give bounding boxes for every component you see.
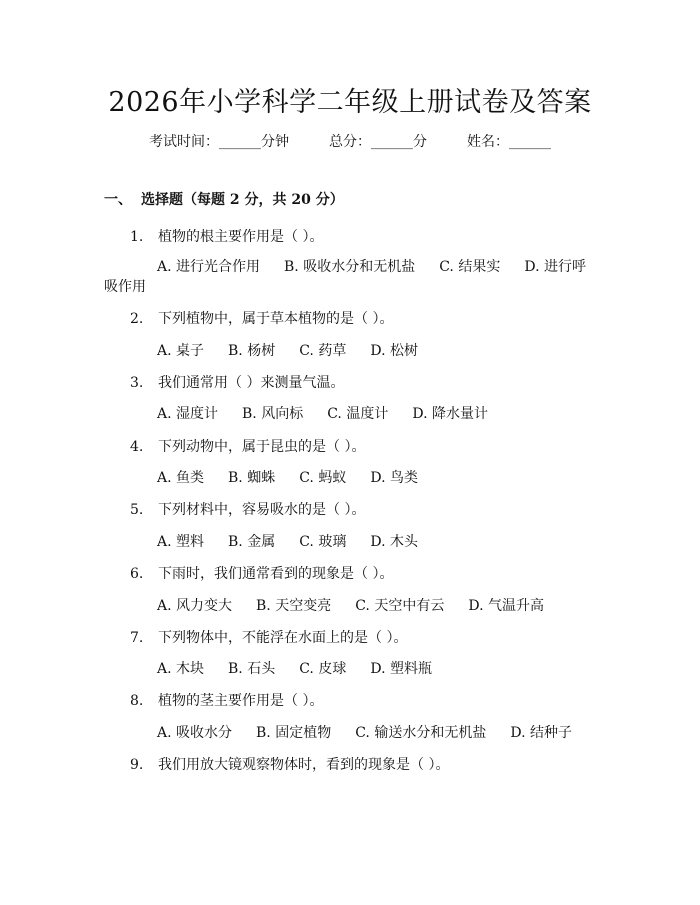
option-d: D. 鸟类 <box>370 470 418 486</box>
option-a: A. 桌子 <box>157 343 205 359</box>
question-item <box>130 690 323 710</box>
student-name-field: 姓名：______ <box>467 134 551 150</box>
question-number: 8. <box>130 693 144 709</box>
question-item <box>130 563 393 583</box>
question-options <box>157 256 586 276</box>
option-d: D. 进行呼 <box>524 259 586 275</box>
question-item <box>130 372 344 392</box>
question-number: 6. <box>130 566 144 582</box>
page-title: 2026年小学科学二年级上册试卷及答案 <box>108 87 592 118</box>
option-a: A. 木块 <box>157 661 205 677</box>
option-b: B. 金属 <box>228 534 276 550</box>
question-number: 9. <box>130 757 144 773</box>
question-number: 3. <box>130 375 144 391</box>
option-b: B. 吸收水分和无机盐 <box>284 259 416 275</box>
option-a: A. 湿度计 <box>157 406 219 422</box>
exam-info-line <box>0 131 700 151</box>
question-options <box>157 467 442 487</box>
option-d: D. 结种子 <box>510 725 572 741</box>
question-options <box>157 595 568 615</box>
question-item <box>130 499 365 519</box>
option-a: A. 吸收水分 <box>157 725 233 741</box>
question-text: 下列动物中，属于昆虫的是（ ）。 <box>158 439 366 455</box>
option-c: C. 温度计 <box>327 406 389 422</box>
option-b: B. 杨树 <box>228 343 276 359</box>
question-text: 下列物体中，不能浮在水面上的是（ ）。 <box>158 630 408 646</box>
option-c: C. 输送水分和无机盐 <box>355 725 487 741</box>
option-a: A. 进行光合作用 <box>157 259 261 275</box>
question-number: 4. <box>130 439 144 455</box>
question-options <box>157 658 456 678</box>
section-heading <box>104 189 344 209</box>
question-text: 下雨时，我们通常看到的现象是（ ）。 <box>158 566 394 582</box>
section-label: 选择题（每题 2 分，共 20 分） <box>141 192 344 208</box>
option-d: D. 塑料瓶 <box>370 661 432 677</box>
option-a: A. 风力变大 <box>157 598 233 614</box>
question-item <box>130 308 393 328</box>
question-text: 我们通常用（ ）来测量气温。 <box>158 375 345 391</box>
option-d: D. 松树 <box>370 343 418 359</box>
option-wrap-text: 吸作用 <box>104 279 146 295</box>
option-b: B. 蜘蛛 <box>228 470 276 486</box>
option-c: C. 结果实 <box>439 259 501 275</box>
option-b: B. 天空变亮 <box>256 598 332 614</box>
question-text: 植物的根主要作用是（ ）。 <box>158 229 324 245</box>
option-c: C. 药草 <box>299 343 347 359</box>
exam-time-field: 考试时间：______分钟 <box>149 134 289 150</box>
question-text: 我们用放大镜观察物体时，看到的现象是（ ）。 <box>158 757 450 773</box>
option-c: C. 玻璃 <box>299 534 347 550</box>
question-options <box>157 340 442 360</box>
question-text: 下列植物中，属于草本植物的是（ ）。 <box>158 311 394 327</box>
question-text: 下列材料中，容易吸水的是（ ）。 <box>158 502 366 518</box>
question-number: 7. <box>130 630 144 646</box>
question-number: 5. <box>130 502 144 518</box>
section-number: 一、 <box>104 192 132 208</box>
option-d: D. 降水量计 <box>412 406 488 422</box>
question-options <box>157 531 442 551</box>
option-b: B. 固定植物 <box>256 725 332 741</box>
question-options <box>157 722 596 742</box>
option-d: D. 气温升高 <box>468 598 544 614</box>
option-a: A. 鱼类 <box>157 470 205 486</box>
option-d: D. 木头 <box>370 534 418 550</box>
question-item <box>130 627 407 647</box>
option-b: B. 石头 <box>228 661 276 677</box>
option-b: B. 风向标 <box>242 406 304 422</box>
option-c: C. 皮球 <box>299 661 347 677</box>
total-score-field: 总分：______分 <box>329 134 427 150</box>
question-number: 1. <box>130 229 144 245</box>
question-number: 2. <box>130 311 144 327</box>
question-item <box>130 226 323 246</box>
question-options <box>157 403 512 423</box>
question-item <box>130 754 449 774</box>
question-item <box>130 436 365 456</box>
question-text: 植物的茎主要作用是（ ）。 <box>158 693 324 709</box>
option-a: A. 塑料 <box>157 534 205 550</box>
option-c: C. 天空中有云 <box>355 598 445 614</box>
option-c: C. 蚂蚁 <box>299 470 347 486</box>
